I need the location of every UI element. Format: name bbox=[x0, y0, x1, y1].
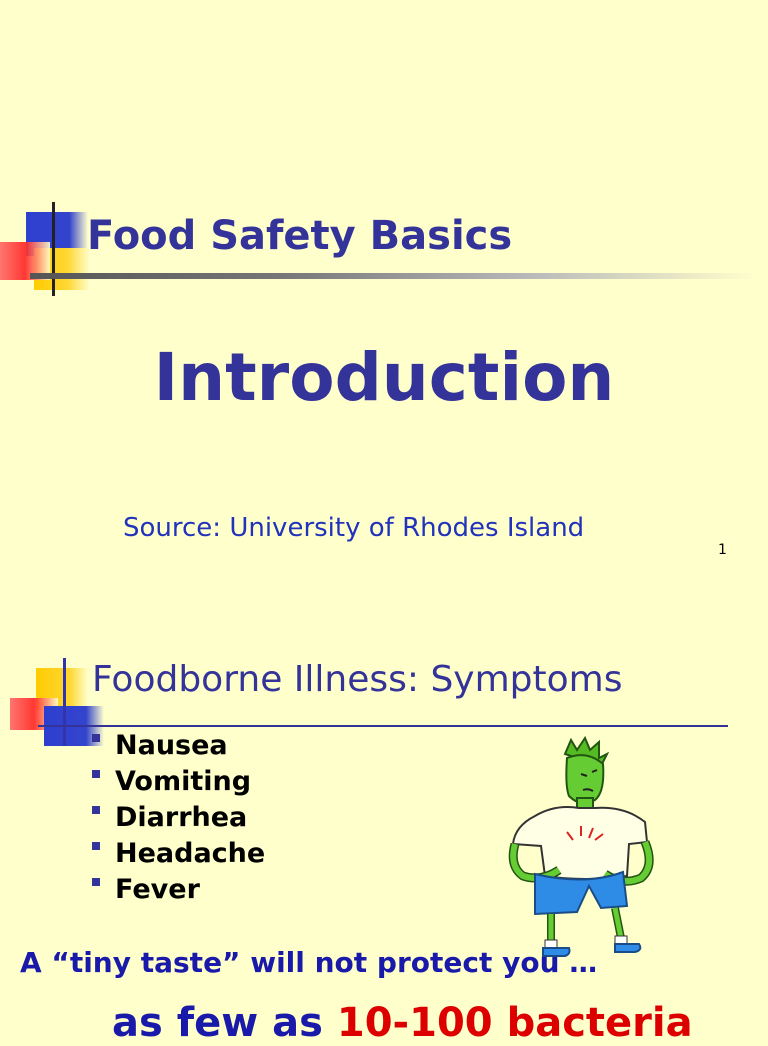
bullet-icon bbox=[92, 770, 100, 778]
list-item: Nausea bbox=[92, 728, 265, 764]
bullet-icon bbox=[92, 878, 100, 886]
slide-title: Food Safety Basics bbox=[87, 213, 513, 259]
list-item: Headache bbox=[92, 836, 265, 872]
highlight-text: 10-100 bacteria bbox=[336, 1000, 693, 1046]
warning-text: A “tiny taste” will not protect you … bbox=[20, 946, 598, 979]
symptom-list bbox=[92, 728, 265, 908]
title-underline bbox=[38, 725, 728, 727]
bullet-icon bbox=[92, 806, 100, 814]
main-heading: Introduction bbox=[153, 339, 615, 416]
sick-person-illustration bbox=[495, 736, 665, 961]
bullet-icon bbox=[92, 734, 100, 742]
slide-2 bbox=[0, 636, 768, 1046]
list-item: Diarrhea bbox=[92, 800, 265, 836]
slide-title: Foodborne Illness: Symptoms bbox=[92, 659, 623, 700]
bullet-icon bbox=[92, 842, 100, 850]
list-item: Fever bbox=[92, 872, 265, 908]
bacteria-count-text: as few as 10-100 bacteria bbox=[112, 1000, 693, 1046]
title-underline bbox=[30, 273, 755, 279]
page-number: 1 bbox=[718, 542, 727, 558]
source-text: Source: University of Rhodes Island bbox=[123, 513, 585, 543]
list-item: Vomiting bbox=[92, 764, 265, 800]
